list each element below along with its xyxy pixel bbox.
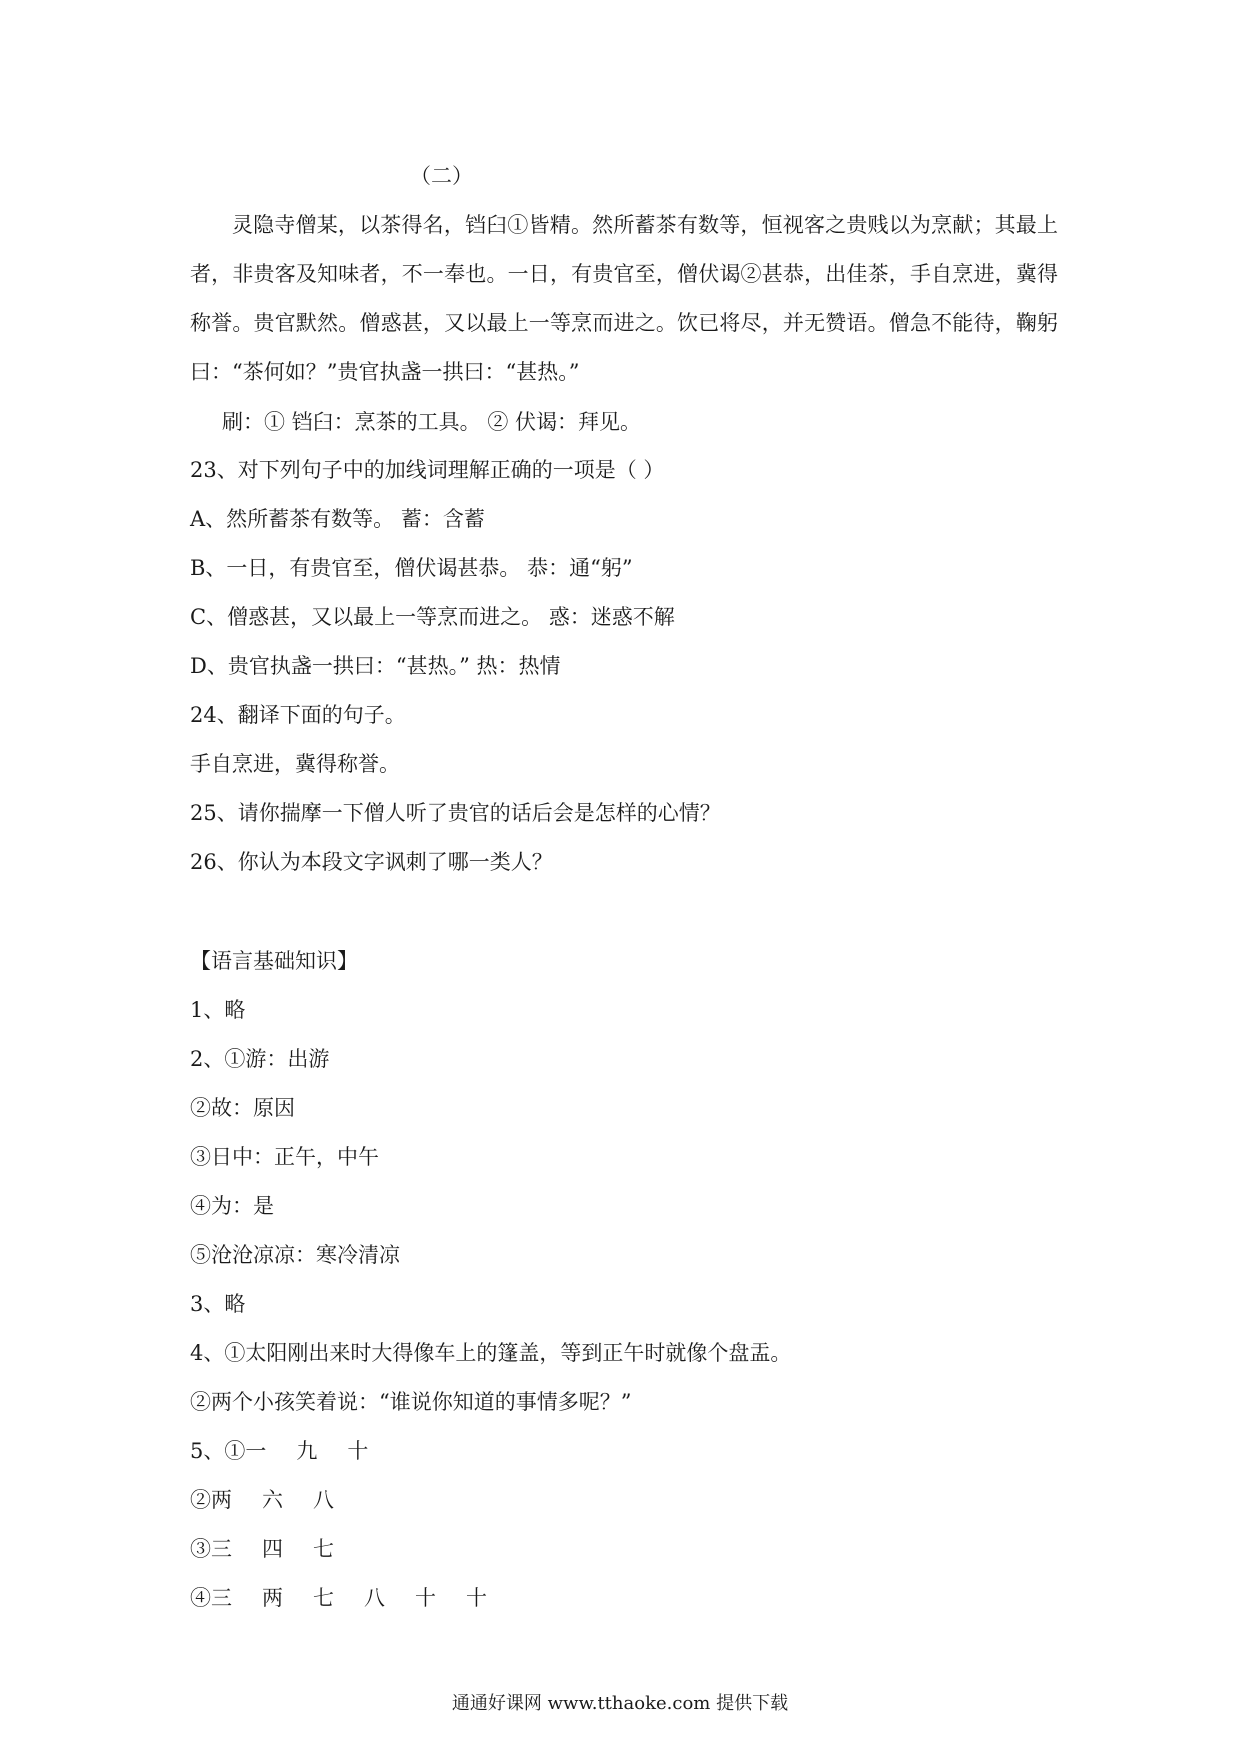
- question-23-option-a: A、然所蓄茶有数等。 蓄：含蓄: [190, 507, 485, 531]
- question-23-option-d: D、贵官执盏一拱曰：“甚热。” 热：热情: [190, 654, 561, 678]
- passage-text: 灵隐寺僧某，以茶得名，铛臼①皆精。然所蓄茶有数等，恒视客之贵贱以为烹献；其最上者，非贵客及知味者，不一奉也。一日，有贵官至，僧伏谒②甚恭，出佳茶，手自烹进，冀得称誉。贵官默然。僧惑甚，又以最上一等烹而进之。饮已将尽，并无赞语。僧急不能待，鞠躬曰：“茶何如？”贵官执盏一拱曰：“甚热。”: [190, 213, 1058, 384]
- question-24-sentence: 手自烹进，冀得称誉。: [190, 752, 400, 776]
- answer-5-row-4: ④三 两 七 八 十 十: [190, 1586, 487, 1610]
- answer-line: ③日中：正午，中午: [190, 1145, 379, 1169]
- page-footer: 通通好课网 www.tthaoke.com 提供下载: [451, 1693, 789, 1714]
- answer-line: 4、①太阳刚出来时大得像车上的篷盖，等到正午时就像个盘盂。: [190, 1341, 792, 1365]
- answer-5-row-3: ③三 四 七: [190, 1537, 334, 1561]
- answer-line: 3、略: [190, 1292, 246, 1316]
- answer-line: ②两个小孩笑着说：“谁说你知道的事情多呢？”: [190, 1390, 632, 1414]
- section-title: （二）: [410, 164, 473, 188]
- question-23-option-c: C、僧惑甚，又以最上一等烹而进之。 惑：迷惑不解: [190, 605, 675, 629]
- passage-note: 刷：① 铛臼：烹茶的工具。 ② 伏谒：拜见。: [222, 410, 642, 434]
- answer-line: 1、略: [190, 998, 246, 1022]
- answer-line: ②故：原因: [190, 1096, 295, 1120]
- answer-5-row-1: 5、①一 九 十: [190, 1439, 369, 1463]
- question-26: 26、你认为本段文字讽刺了哪一类人？: [190, 850, 553, 874]
- question-23-option-b: B、一日，有贵官至，僧伏谒甚恭。 恭：通“躬”: [190, 556, 633, 580]
- answers-heading: 【语言基础知识】: [190, 949, 358, 973]
- answer-line: 2、①游：出游: [190, 1047, 330, 1071]
- question-24: 24、翻译下面的句子。: [190, 703, 406, 727]
- answer-5-row-2: ②两 六 八: [190, 1488, 334, 1512]
- question-23: 23、对下列句子中的加线词理解正确的一项是（ ）: [190, 458, 665, 482]
- answer-line: ⑤沧沧凉凉：寒冷清凉: [190, 1243, 400, 1267]
- answer-5-label: 5、: [190, 1439, 225, 1463]
- answer-line: ④为：是: [190, 1194, 274, 1218]
- question-25: 25、请你揣摩一下僧人听了贵官的话后会是怎样的心情？: [190, 801, 721, 825]
